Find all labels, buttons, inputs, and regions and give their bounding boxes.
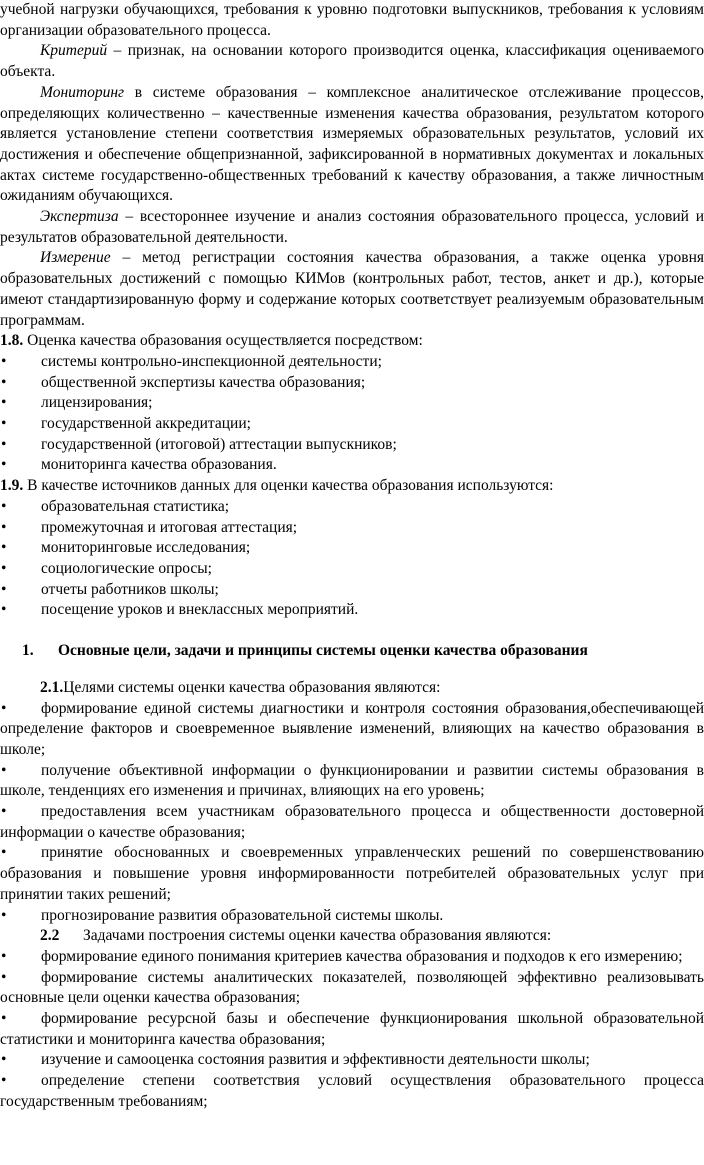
definition-expertise	[0, 207, 704, 248]
list-item: • государственной аккредитации;	[0, 414, 704, 435]
section-1-8-list	[0, 352, 704, 476]
section-text: Целями системы оценки качества образования являются:	[63, 678, 441, 696]
definition-criterion	[0, 41, 704, 82]
list-item: • образовательная статистика;	[0, 497, 704, 518]
list-item: • посещение уроков и внеклассных мероприятий.	[0, 600, 704, 621]
section-1-8-intro	[0, 331, 704, 352]
list-item: • формирование единого понимания критериев качества образования и подходов к его измерению;	[1, 947, 683, 965]
list-item: • определение степени соответствия условий осуществления образовательного процесса государственным требованиям;	[0, 1072, 704, 1110]
list-item: • изучение и самооценка состояния развития и эффективности деятельности школы;	[1, 1051, 590, 1069]
definition-measurement	[0, 248, 704, 331]
section-2-1-list	[0, 699, 704, 927]
list-item: • промежуточная и итоговая аттестация;	[0, 518, 704, 539]
section-text: Оценка качества образования осуществляется посредством:	[23, 332, 423, 350]
intro-paragraph: учебной нагрузки обучающихся, требования к уровню подготовки выпускников, требования к условиям организации образовательного процесса.	[0, 1, 704, 39]
list-item: • мониторинга качества образования.	[0, 455, 704, 476]
term-measurement: Измерение	[40, 249, 111, 267]
section-2-2-intro	[0, 926, 704, 947]
definition-monitoring-text: в системе образования – комплексное аналитическое отслеживание процессов, определяющих количественно – качественные изменения качества образования, результатом которого является установление степени соответствия измеряемых образовательных результатов, условий их достижения и обеспечение общепризнанной, зафиксированной в нормативных документах и локальных актах системе государственно-общественных требований к качеству образования, а также личностным ожиданиям обучающихся.	[0, 83, 704, 205]
list-item: • формирование ресурсной базы и обеспечение функционирования школьной образовательной статистики и мониторинга качества образования;	[0, 1010, 704, 1048]
list-item: • формирование единой системы диагностики и контроля состояния образования,обеспечивающей определение факторов и своевременное выявление изменений, влияющих на качество образования в школе;	[0, 699, 704, 758]
list-item: • лицензирования;	[0, 393, 704, 414]
heading-text: Основные цели, задачи и принципы системы оценки качества образования	[58, 642, 588, 660]
term-expertise: Экспертиза	[40, 208, 119, 226]
list-item: • прогнозирование развития образовательной системы школы.	[1, 906, 444, 924]
section-number: 1.9.	[0, 477, 24, 495]
definition-criterion-text: – признак, на основании которого производится оценка, классификация оцениваемого объекта.	[0, 42, 704, 81]
list-item: • социологические опросы;	[0, 559, 704, 580]
heading-number: 1.	[22, 642, 34, 660]
list-item: • принятие обоснованных и своевременных управленческих решений по совершенствованию образования и повышение уровня информированности потребителей образовательных услуг при принятии таких решений;	[0, 844, 704, 903]
list-item: • общественной экспертизы качества образования;	[0, 373, 704, 394]
section-1-9-list	[0, 497, 704, 621]
section-text: Задачами построения системы оценки качества образования являются:	[83, 927, 552, 945]
list-item: • получение объективной информации о функционировании и развитии системы образования в школе, тенденциях его изменения и причинах, влияющих на его уровень;	[0, 761, 704, 800]
section-number: 2.2	[40, 927, 60, 945]
definition-expertise-text: – всестороннее изучение и анализ состояния образовательного процесса, условий и результатов образовательной деятельности.	[0, 208, 704, 246]
section-1-9-intro	[0, 476, 704, 497]
section-text: В качестве источников данных для оценки качества образования используются:	[23, 477, 554, 495]
section-number: 2.1.	[40, 678, 64, 696]
list-item: • системы контрольно-инспекционной деятельности;	[0, 352, 704, 373]
definition-monitoring	[0, 83, 704, 207]
list-item: • отчеты работников школы;	[0, 580, 704, 601]
list-item: • предоставления всем участникам образовательного процесса и общественности достоверной информации о качестве образования;	[0, 803, 704, 841]
list-item: • формирование системы аналитических показателей, позволяющей эффективно реализовывать основные цели оценки качества образования;	[0, 968, 704, 1007]
definition-measurement-text: – метод регистрации состояния качества образования, а также оценка уровня образовательных достижений с помощью КИМов (контрольных работ, тестов, анкет и др.), которые имеют стандартизированную форму и содержание которых соответствует реализуемым образовательным программам.	[0, 249, 704, 329]
section-2-1-intro	[0, 678, 704, 699]
section-2-2-list	[0, 947, 704, 1113]
list-item: • мониторинговые исследования;	[0, 538, 704, 559]
term-monitoring: Мониторинг	[40, 83, 125, 101]
section-heading	[0, 641, 704, 662]
list-item: • государственной (итоговой) аттестации выпускников;	[0, 435, 704, 456]
section-number: 1.8.	[0, 332, 24, 350]
term-criterion: Критерий	[40, 42, 108, 60]
